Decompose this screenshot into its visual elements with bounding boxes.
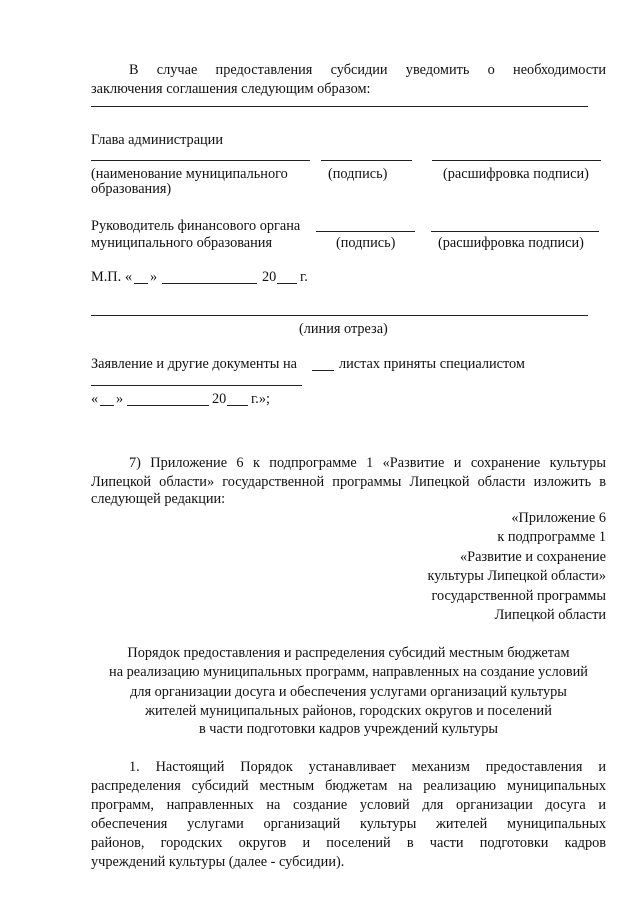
received-line-1a: Заявление и другие документы на xyxy=(91,356,297,372)
notice-line-1: В случае предоставления субсидии уведомить о необходимости xyxy=(129,62,606,78)
procedure-title-line-5: в части подготовки кадров учреждений культуры xyxy=(198,721,499,737)
finance-head-title-2: муниципального образования xyxy=(91,235,273,251)
notice-blank-line xyxy=(91,106,588,107)
admin-head-title: Глава администрации xyxy=(91,132,223,148)
finance-decoding-line xyxy=(431,231,599,232)
received-year-blank xyxy=(227,405,248,406)
appendix-line-3: «Развитие и сохранение xyxy=(460,549,606,565)
cut-line-label: (линия отреза) xyxy=(299,321,388,337)
appendix-line-4: культуры Липецкой области» xyxy=(427,568,606,584)
procedure-title-line-2: на реализацию муниципальных программ, направленных на создание условий xyxy=(109,664,588,680)
procedure-title-line-3: для организации досуга и обеспечения услугами организаций культуры xyxy=(130,684,567,700)
finance-signature-line xyxy=(316,231,415,232)
admin-decoding-label: (расшифровка подписи) xyxy=(443,166,589,182)
finance-signature-label: (подпись) xyxy=(336,235,396,251)
appendix-line-6: Липецкой области xyxy=(494,607,606,623)
clause1-line-3: программ, направленных на создание условий для организации досуга и xyxy=(91,797,606,813)
amendment-line-1: 7) Приложение 6 к подпрограмме 1 «Развитие и сохранение культуры xyxy=(129,455,606,471)
admin-name-label: (наименование муниципального xyxy=(91,166,288,182)
stamp-date-open: « xyxy=(125,269,133,285)
received-line-1b: листах приняты специалистом xyxy=(339,356,525,372)
appendix-line-1: «Приложение 6 xyxy=(511,510,606,526)
admin-name-line xyxy=(91,160,310,161)
admin-decoding-line xyxy=(432,160,601,161)
appendix-line-2: к подпрограмме 1 xyxy=(497,529,606,545)
clause1-line-5: районов, городских округов и поселений в части подготовки кадров xyxy=(91,835,606,851)
amendment-line-3: следующей редакции: xyxy=(91,491,226,507)
stamp-year-prefix: 20 xyxy=(262,269,277,285)
admin-signature-label: (подпись) xyxy=(328,166,388,182)
amendment-line-2: Липецкой области» государственной программы Липецкой области изложить в xyxy=(91,474,606,490)
received-year-suffix: г.»; xyxy=(251,391,270,407)
notice-line-2: заключения соглашения следующим образом: xyxy=(91,81,371,97)
procedure-title-line-4: жителей муниципальных районов, городских округов и поселений xyxy=(145,703,552,719)
stamp-mp: М.П. xyxy=(91,269,122,285)
finance-head-title-1: Руководитель финансового органа xyxy=(91,218,301,234)
stamp-year-suffix: г. xyxy=(300,269,308,285)
received-date-open: « xyxy=(91,391,99,407)
cut-line xyxy=(91,315,588,316)
admin-name-label-cont: образования) xyxy=(91,181,172,197)
received-month-blank xyxy=(127,405,209,406)
clause1-line-4: обеспечения услугами организаций культуры жителей муниципальных xyxy=(91,816,606,832)
received-date-close: » xyxy=(116,391,124,407)
received-specialist-line xyxy=(91,385,302,386)
appendix-line-5: государственной программы xyxy=(431,588,606,604)
stamp-date-close: » xyxy=(150,269,158,285)
admin-signature-line xyxy=(321,160,412,161)
clause1-line-1: 1. Настоящий Порядок устанавливает механизм предоставления и xyxy=(129,759,606,775)
clause1-line-6: учреждений культуры (далее - субсидии). xyxy=(91,854,345,870)
stamp-year-blank xyxy=(277,283,297,284)
received-day-blank xyxy=(100,405,114,406)
procedure-title-line-1: Порядок предоставления и распределения субсидий местным бюджетам xyxy=(127,645,570,661)
stamp-day-blank xyxy=(134,283,148,284)
received-pages-blank xyxy=(312,370,334,371)
stamp-month-blank xyxy=(162,283,257,284)
finance-decoding-label: (расшифровка подписи) xyxy=(438,235,584,251)
clause1-line-2: распределения субсидий местным бюджетам на реализацию муниципальных xyxy=(91,778,606,794)
received-year-prefix: 20 xyxy=(212,391,227,407)
